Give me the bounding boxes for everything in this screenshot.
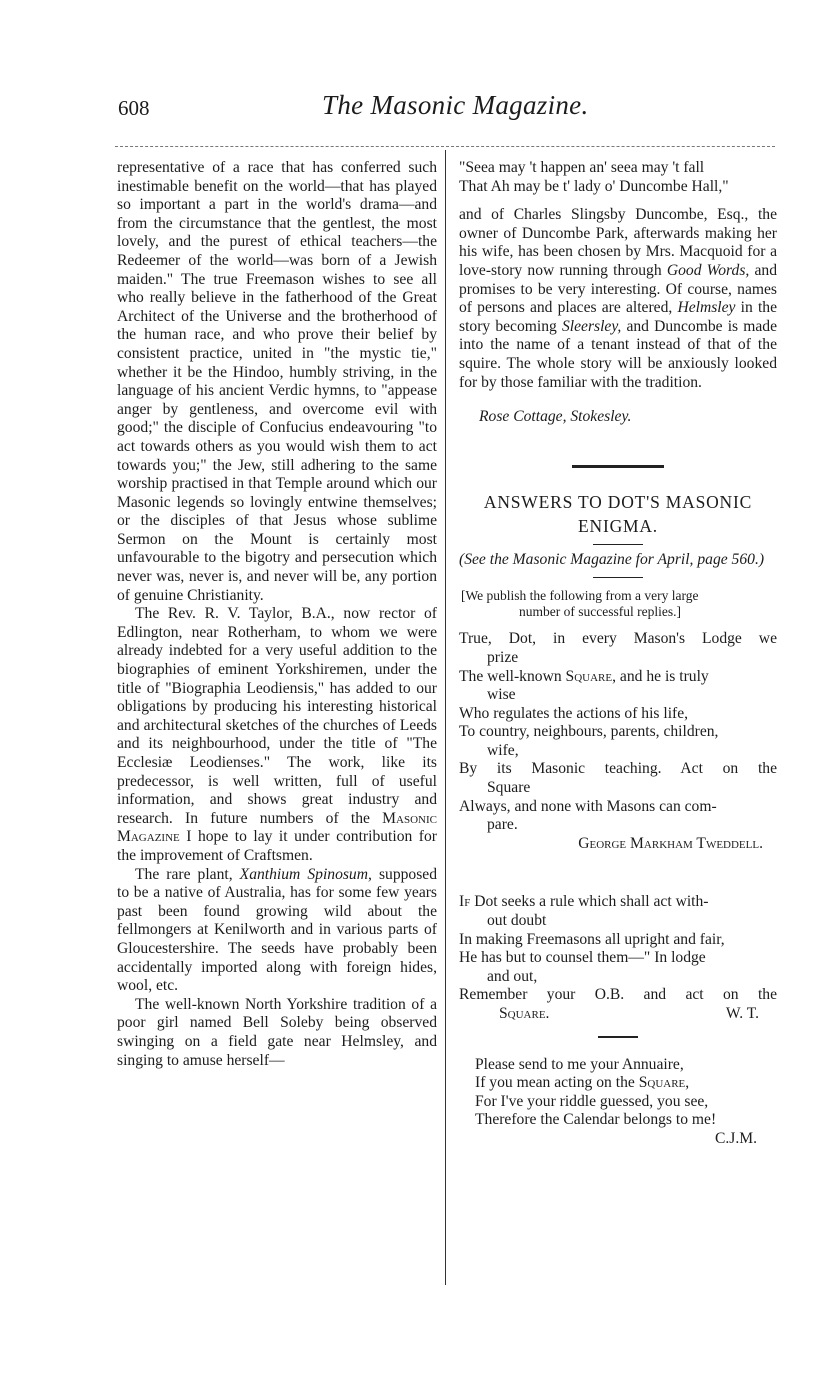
poem-line: Therefore the Calendar belongs to me! — [475, 1111, 717, 1129]
periodical-name: Good Words, — [666, 261, 750, 279]
poem-line: By its Masonic teaching. Act on the — [459, 760, 777, 778]
poem-line: The well-known Square, and he is truly — [459, 667, 709, 685]
poem-line: Always, and none with Masons can com- — [459, 797, 717, 815]
plant-name: Xanthium Spinosum, — [239, 865, 372, 883]
right-column — [459, 159, 777, 1149]
poem-author: C.J.M. — [714, 1129, 757, 1147]
poem-line: For I've your riddle guessed, you see, — [475, 1092, 709, 1110]
editorial-note: [We publish the following from a very large — [461, 588, 699, 604]
text-run: and Duncombe is made into the name of a tenant instead of that of the squire. The whole story will be anxiously looked for by those familiar with the tradition. — [459, 317, 778, 391]
text-run: The Rev. R. V. Taylor, B.A., now rector of Edlington, near Rotherham, to whom we were already indebted for a very useful addition to the biographies of eminent Yorkshiremen, under the title of "Biographia Leodiensis," has added to our obligations by producing his interesting historical and architectural sketches of the churches of Leeds and its neighbourhood, under the title of "The Ecclesiæ Leodienses." The work, like its predecessor, is well written, full of useful information, and shows great industry and research. In future numbers of the — [117, 605, 437, 827]
quoted-couplet-line: That Ah may be t' lady o' Duncombe Hall," — [459, 177, 729, 195]
poem — [459, 1056, 777, 1149]
text-run: supposed to be a native of Australia, has for some few years past been found growing wild about the fellmongers at Kenilworth and in various parts of Gloucestershire. The seeds have probably been accidentally imported along with foreign hides, wool, etc. — [117, 865, 437, 995]
poem-line: out doubt — [487, 912, 547, 930]
paragraph: The well-known North Yorkshire tradition of a poor girl named Bell Soleby being observed swinging on a field gate near Helmsley, and singing to amuse herself— — [117, 995, 437, 1069]
poem-line: wise — [487, 686, 516, 704]
column-divider — [445, 150, 446, 1285]
poem-line: In making Freemasons all upright and fair, — [459, 930, 725, 948]
poem-line: Square — [487, 779, 531, 797]
paragraph — [117, 866, 437, 996]
poem-line: True, Dot, in every Mason's Lodge we — [459, 630, 777, 648]
poem-line: pare. — [487, 816, 518, 834]
place-name: Sleersley, — [561, 317, 622, 335]
section-title: ENIGMA. — [578, 515, 658, 536]
poem-line: and out, — [487, 967, 538, 985]
signoff: Rose Cottage, Stokesley. — [479, 408, 632, 426]
magazine-name: Masonic Magazine — [117, 809, 437, 846]
poem — [459, 893, 777, 1023]
header-rule — [115, 146, 775, 147]
poem-line: Square. — [499, 1005, 550, 1022]
poem-line: To country, neighbours, parents, children, — [459, 723, 719, 741]
poem-author: W. T. — [725, 1005, 759, 1022]
poem-line: If Dot seeks a rule which shall act with- — [459, 893, 709, 911]
text-run: and of Charles Slingsby Duncombe, Esq., the owner of Duncombe Park, afterwards making her his wife, has been chosen by Mrs. Macquoid for a love-story now running through — [459, 206, 777, 279]
section-title: ANSWERS TO DOT'S MASONIC — [483, 491, 753, 512]
editorial-note: number of successful replies.] — [519, 604, 681, 620]
running-title: The Masonic Magazine. — [322, 90, 589, 120]
poem-author: George Markham Tweddell. — [578, 834, 763, 852]
page-number: 608 — [118, 96, 150, 120]
paragraph — [459, 206, 777, 392]
page-header — [0, 88, 836, 128]
poem-line: prize — [487, 648, 519, 666]
poem-line: Please send to me your Annuaire, — [475, 1055, 684, 1073]
place-name: Helmsley — [677, 299, 736, 317]
poem-line: If you mean acting on the Square, — [475, 1074, 690, 1092]
poem — [459, 630, 777, 853]
poem-line: Who regulates the actions of his life, — [459, 704, 689, 722]
paragraph — [117, 605, 437, 865]
left-column — [117, 159, 437, 1070]
poem-line: He has but to counsel them—" In lodge — [459, 949, 706, 967]
poem-line: Remember your O.B. and act on the — [459, 986, 777, 1004]
poem-line: wife, — [487, 741, 519, 759]
paragraph: representative of a race that has conferred such inestimable benefit on the world—that has played so important a part in the world's drama—and from the circumstance that the gentlest, the most lovely, and the purest of ethical teachers—the Redeemer of the world—was born of a Jewish maiden." The true Freemason wishes to see all who really believe in the fatherhood of the Great Architect of the Universe and the brotherhood of the human race, and who prove their belief by consistent practice, united in "the mystic tie," whether it be the Hindoo, humbly striving, in the language of his ancient Verdic hymns, to "appease anger by gentleness, and overcome evil with good;" the disciple of Confucius endeavouring "to act towards others as you would wish them to act towards you;" the Jew, still adhering to the same worship practised in that Temple around which our Masonic legends so lovingly entwine themselves; or the disciples of that Jesus whose sublime Sermon on the Mount is certainly most unfavourable to the bigotry and persecution which never was, never is, and never will be, any portion of genuine Christianity. — [117, 159, 437, 604]
reference-note: (See the Masonic Magazine for April, page 560.) — [459, 550, 765, 568]
quoted-couplet-line: "Seea may 't happen an' seea may 't fall — [459, 159, 705, 176]
poem-signoff-row — [459, 1005, 777, 1024]
text-run: The rare plant, — [135, 865, 233, 883]
text-run: I hope to lay it under contribution for the improvement of Craftsmen. — [117, 828, 437, 864]
text-run: in the story becoming — [459, 299, 777, 335]
text-run: and promises to be very interesting. Of course, names of persons and places are altered, — [459, 261, 777, 317]
